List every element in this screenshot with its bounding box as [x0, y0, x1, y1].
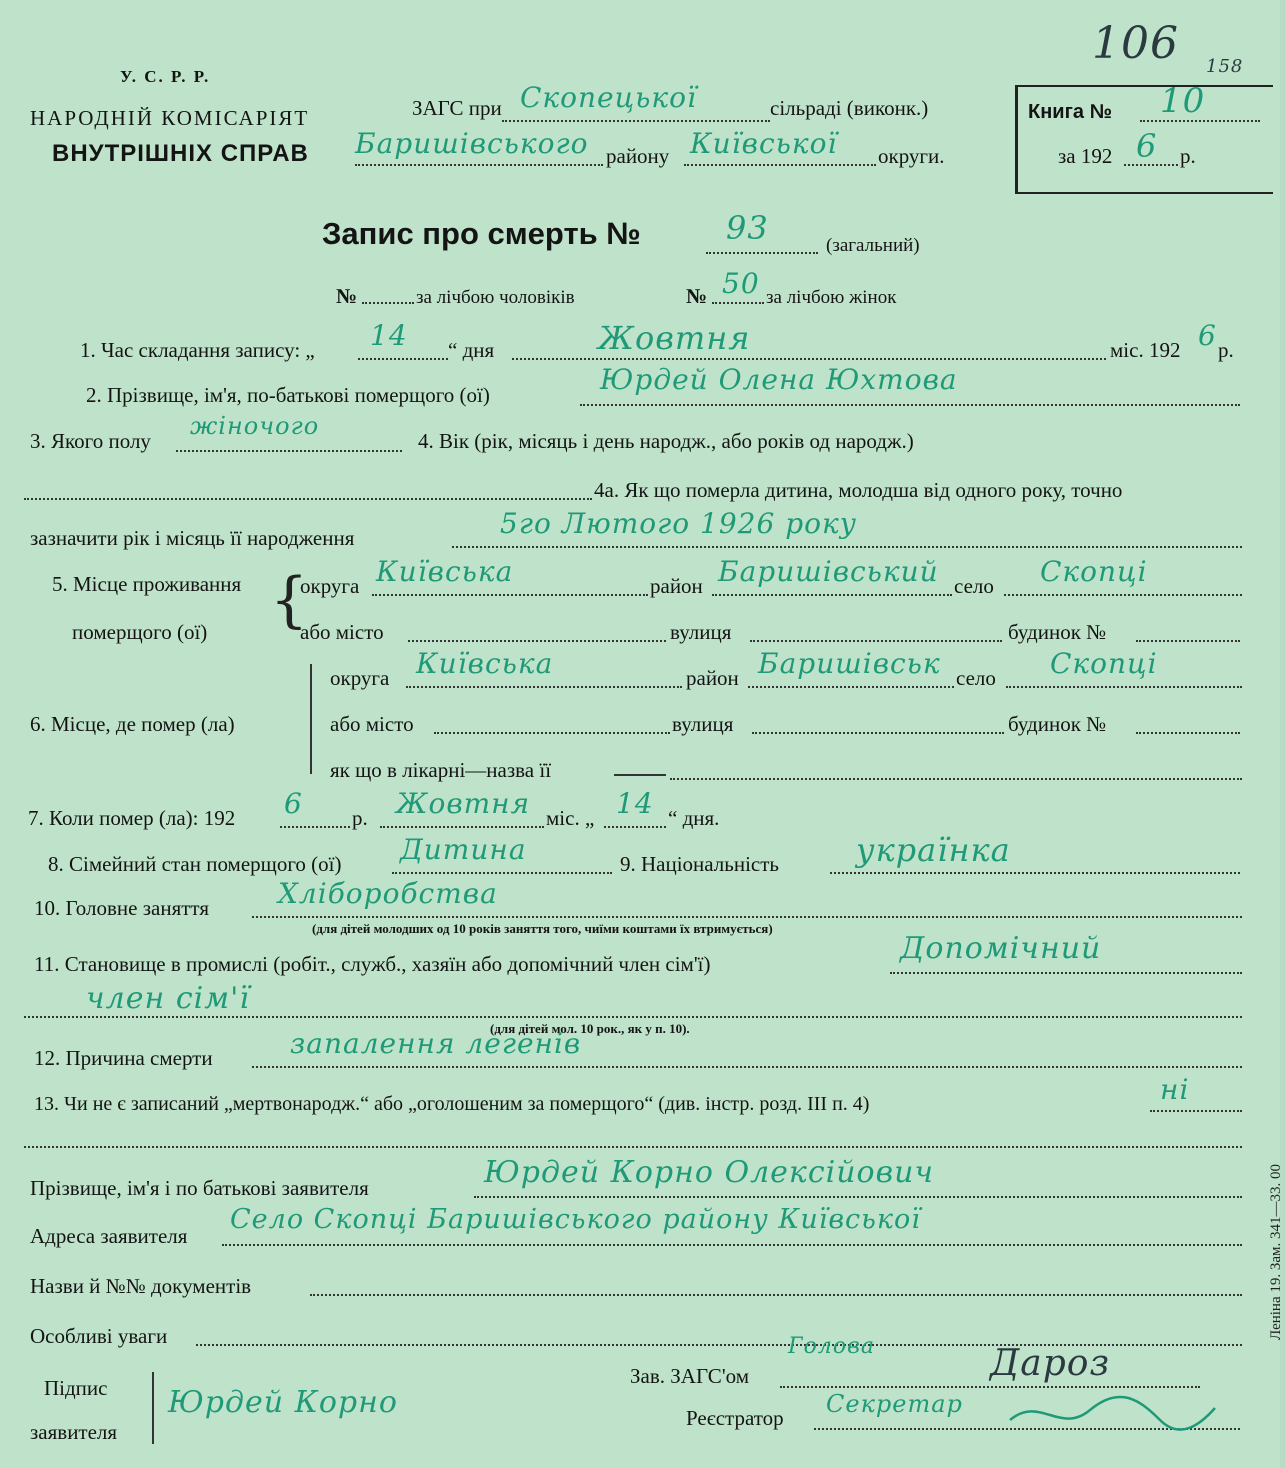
field6-budynok: будинок №: [1008, 712, 1107, 736]
men-no-line: [362, 302, 414, 304]
field10-label: 10. Головне заняття: [34, 896, 209, 920]
field12-line: [252, 1066, 1242, 1068]
okruha-line: [684, 164, 876, 166]
documents-label: Назви й №№ документів: [30, 1274, 252, 1298]
form-title: Запис про смерть №: [322, 216, 641, 251]
signature-label-1: Підпис: [44, 1376, 108, 1400]
field4a-line2: зазначити рік і місяць її народження: [30, 526, 355, 550]
field5-misto-line: [408, 640, 666, 642]
field6-brace-line: [310, 664, 312, 774]
year-line: [1124, 164, 1178, 166]
archive-number: 106: [1092, 18, 1179, 69]
book-box-border: [1015, 85, 1018, 193]
field6-okruha-line: [406, 686, 682, 688]
field4-line: [24, 498, 592, 500]
field5-selo-line: [1004, 594, 1242, 596]
field6-rayon: район: [686, 666, 739, 690]
field1-year-handwriting: 6: [1198, 319, 1217, 352]
women-number-handwriting: 50: [722, 267, 760, 300]
field6-budynok-line: [1136, 732, 1240, 734]
ministry-line1: НАРОДНІЙ КОМІСАРІЯТ: [30, 106, 310, 130]
field6-vulytsia: вулиця: [672, 712, 734, 736]
field1-mid: “ дня: [448, 338, 495, 362]
field13-line: [1150, 1110, 1242, 1112]
field8-line: [392, 872, 612, 874]
book-number-handwriting: 10: [1160, 81, 1206, 121]
silradi-label: сільраді (виконк.): [770, 96, 929, 120]
field6-selo-handwriting: Скопці: [1050, 647, 1158, 680]
field2-label: 2. Прізвище, ім'я, по-батькові померщого (ої): [86, 383, 490, 407]
field7-r: р.: [352, 806, 368, 830]
registrar-handwriting: Секретар: [826, 1390, 963, 1418]
field1-month-line: [512, 358, 1106, 360]
field4-label: 4. Вік (рік, місяць і день народж., або років од народж.): [418, 429, 914, 453]
rayon-line: [355, 164, 603, 166]
field5-rayon-line: [712, 594, 952, 596]
field11-handwriting-2: член сім'ї: [86, 981, 250, 1016]
field5-selo: село: [954, 574, 994, 598]
field6-rayon-handwriting: Баришівськ: [758, 647, 941, 680]
head-label: Зав. ЗАГС'ом: [630, 1364, 749, 1388]
field6-label: 6. Місце, де помер (ла): [30, 712, 235, 736]
field4a-label: 4а. Як що померла дитина, молодша від одного року, точно: [594, 478, 1123, 502]
field1-r: р.: [1218, 338, 1234, 362]
notes-label: Особливі уваги: [30, 1324, 168, 1348]
signature-label-2: заявителя: [30, 1420, 118, 1444]
field2-handwriting: Юрдей Олена Юхтова: [600, 363, 958, 396]
year-handwriting: 6: [1136, 127, 1158, 165]
field5-okruha-handwriting: Київська: [376, 555, 514, 588]
field1-day-line: [358, 358, 448, 360]
field7-day-handwriting: 14: [616, 787, 654, 820]
men-no-label: №: [336, 284, 358, 308]
field1-end: міс. 192: [1110, 338, 1181, 362]
field11-handwriting-1: Допомічний: [900, 931, 1102, 966]
declarant-name-handwriting: Юрдей Корно Олексійович: [484, 1155, 935, 1190]
field8-handwriting: Дитина: [400, 833, 527, 866]
zags-label: ЗАГС при: [412, 96, 502, 120]
documents-line: [310, 1294, 1242, 1296]
year-suffix: р.: [1180, 144, 1196, 168]
field3-line: [176, 450, 402, 452]
registrar-label: Реєстратор: [686, 1406, 784, 1430]
head-title-handwriting: Голова: [788, 1334, 875, 1359]
field3-label: 3. Якого полу: [30, 429, 151, 453]
book-label: Книга №: [1028, 101, 1112, 123]
registrar-signature-scribble: [1000, 1390, 1220, 1440]
okruhy-label: округи.: [878, 144, 945, 168]
field6-likarnia-line: [670, 778, 1242, 780]
field1-label: 1. Час складання запису: „: [80, 338, 315, 362]
declarant-signature-handwriting: Юрдей Корно: [168, 1385, 398, 1420]
field5-rayon-handwriting: Баришівський: [718, 555, 939, 588]
book-box-top: [1015, 85, 1273, 87]
rayonu-label: району: [606, 144, 670, 168]
field6-abo-misto: або місто: [330, 712, 414, 736]
field7-year-line: [280, 826, 350, 828]
field12-label: 12. Причина смерти: [34, 1046, 213, 1070]
declarant-address-line: [222, 1244, 1242, 1246]
field10-handwriting: Хліборобства: [278, 877, 498, 910]
field6-vulytsia-line: [752, 732, 1004, 734]
head-signature-handwriting: Дароз: [990, 1343, 1111, 1384]
field6-selo-line: [1006, 686, 1242, 688]
field5-abo-misto: або місто: [300, 620, 384, 644]
signature-bracket: [152, 1372, 154, 1444]
field5-okruha: округа: [300, 574, 360, 598]
field5-rayon: район: [650, 574, 703, 598]
field11-line2: [24, 1016, 1242, 1018]
zags-line: [502, 120, 770, 122]
field13-label: 13. Чи не є записаний „мертвонародж.“ або „оголошеним за померщого“ (див. інстр. розд. III п. 4): [34, 1093, 870, 1115]
field7-month-line: [380, 826, 544, 828]
field7-month-handwriting: Жовтня: [396, 787, 531, 820]
okruha-handwriting: Київської: [690, 127, 838, 160]
field5-brace: {: [270, 565, 309, 635]
field4a-handwriting: 5го Лютого 1926 року: [500, 507, 857, 540]
field5-budynok-line: [1136, 640, 1240, 642]
field6-likarnia: як що в лікарні—назва її: [330, 758, 552, 782]
declarant-address-handwriting: Село Скопці Баришівського району Київської: [230, 1204, 921, 1235]
ministry-line2: ВНУТРІШНІХ СПРАВ: [52, 140, 309, 167]
field13-handwriting: ні: [1160, 1073, 1190, 1106]
declarant-name-line: [474, 1196, 1242, 1198]
field2-line: [580, 404, 1240, 406]
field7-label: 7. Коли помер (ла): 192: [28, 806, 236, 830]
field10-note: (для дітей молодших од 10 років заняття того, чиїми коштами їх втримується): [312, 921, 773, 936]
field1-month-handwriting: Жовтня: [598, 319, 751, 357]
archive-subnumber: 158: [1206, 56, 1244, 77]
field5-vulytsia: вулиця: [670, 620, 732, 644]
rayon-handwriting: Баришівського: [355, 127, 589, 160]
field6-rayon-line: [748, 686, 954, 688]
women-no-line: [712, 302, 764, 304]
field5-label1: 5. Місце проживання: [52, 572, 242, 596]
record-number-handwriting: 93: [726, 209, 769, 247]
field11-note: (для дітей мол. 10 рок., як у п. 10).: [490, 1021, 690, 1036]
field3-handwriting: жіночого: [190, 412, 320, 440]
field5-vulytsia-line: [750, 640, 1002, 642]
declarant-address-label: Адреса заявителя: [30, 1224, 188, 1248]
field7-dnia: “ дня.: [668, 806, 720, 830]
book-box-bottom: [1015, 192, 1273, 194]
field6-okruha: округа: [330, 666, 390, 690]
women-no-label: №: [686, 284, 708, 308]
field9-handwriting: українка: [856, 831, 1011, 869]
field8-label: 8. Сімейний стан померщого (ої): [48, 852, 342, 876]
field13-line2: [24, 1146, 1242, 1148]
field7-mis: міс. „: [546, 806, 595, 830]
field5-selo-handwriting: Скопці: [1040, 555, 1148, 588]
field7-day-line: [604, 826, 666, 828]
general-label: (загальний): [826, 235, 920, 256]
record-number-line: [706, 252, 818, 254]
field11-label: 11. Становище в промислі (робіт., служб., хазяїн або допомічний член сім'ї): [34, 952, 711, 976]
field4a-line: [452, 546, 1242, 548]
printer-imprint: Леніна 19. Зам. 341—33. 00: [1268, 1163, 1284, 1340]
field1-day-handwriting: 14: [370, 319, 408, 352]
field5-label2: померщого (ої): [72, 620, 208, 644]
year-prefix: за 192: [1058, 144, 1113, 168]
field7-year-handwriting: 6: [284, 787, 303, 820]
field5-okruha-line: [372, 594, 648, 596]
field6-likarnia-dash: [614, 774, 666, 776]
field10-line: [252, 916, 1242, 918]
field6-selo: село: [956, 666, 996, 690]
book-line: [1140, 120, 1260, 122]
field6-okruha-handwriting: Київська: [416, 647, 554, 680]
field9-line: [830, 872, 1240, 874]
field5-budynok: будинок №: [1008, 620, 1107, 644]
field11-line1: [890, 972, 1242, 974]
women-count-label: за лічбою жінок: [766, 287, 897, 308]
field9-label: 9. Національність: [620, 852, 780, 876]
declarant-name-label: Прізвище, ім'я і по батькові заявителя: [30, 1176, 369, 1200]
field12-handwriting: запалення легенів: [290, 1027, 582, 1060]
men-count-label: за лічбою чоловіків: [416, 287, 575, 308]
ussr-label: У. С. Р. Р.: [120, 67, 211, 86]
head-line: [780, 1386, 1200, 1388]
zags-village-handwriting: Скопецької: [520, 81, 697, 114]
field6-misto-line: [434, 732, 670, 734]
